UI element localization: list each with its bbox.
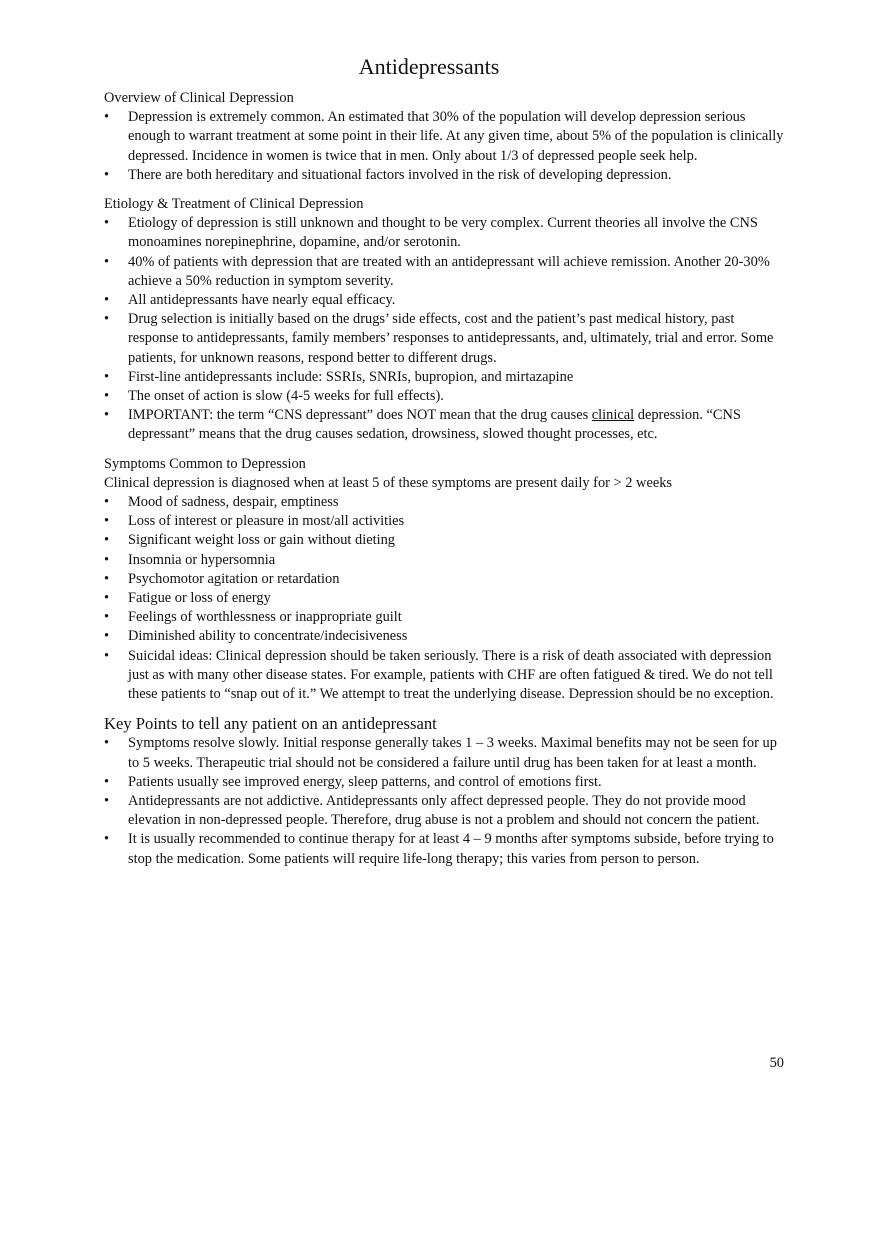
list-item: • All antidepressants have nearly equal efficacy. [104,291,784,310]
list-item: • Feelings of worthlessness or inappropriate guilt [104,608,784,627]
list-item: • Antidepressants are not addictive. Antidepressants only affect depressed people. They do not provide mood elevation in non-depressed people. Therefore, drug abuse is not a problem and should not concern the patient. [104,792,784,830]
list-item: • Insomnia or hypersomnia [104,551,784,570]
section-overview [104,89,784,185]
important-text: IMPORTANT: the term “CNS depressant” does NOT mean that the drug causes [128,407,592,424]
list-item: • Fatigue or loss of energy [104,589,784,608]
important-note [104,406,784,444]
list-item: • Patients usually see improved energy, sleep patterns, and control of emotions first. [104,773,784,792]
list-item: • It is usually recommended to continue therapy for at least 4 – 9 months after symptoms subside, before trying to stop the medication. Some patients will require life-long therapy; this varies from person to person. [104,830,784,868]
section-heading: Symptoms Common to Depression [104,455,306,472]
section-heading: Etiology & Treatment of Clinical Depression [104,196,364,213]
list-item: • The onset of action is slow (4-5 weeks for full effects). [104,387,784,406]
section-key-points [104,714,784,868]
section-heading: Key Points to tell any patient on an antidepressant [104,714,437,734]
list-item: • There are both hereditary and situational factors involved in the risk of developing depression. [104,166,784,185]
list-item: • Loss of interest or pleasure in most/all activities [104,512,784,531]
list-item: • 40% of patients with depression that are treated with an antidepressant will achieve remission. Another 20-30% achieve a 50% reduction in symptom severity. [104,253,784,291]
document-body [104,89,784,879]
list-item: • Diminished ability to concentrate/indecisiveness [104,627,784,646]
section-etiology [104,195,784,445]
bullet-list [104,493,784,704]
section-symptoms [104,455,784,705]
important-text-end: depression. “CNS depressant” means that the drug causes sedation, drowsiness, slowed thought processes, etc. [128,407,741,443]
section-heading: Overview of Clinical Depression [104,90,294,106]
symptoms-intro: Clinical depression is diagnosed when at least 5 of these symptoms are present daily for > 2 weeks [104,474,673,491]
underlined-word: clinical [591,407,635,424]
list-item: • Drug selection is initially based on the drugs’ side effects, cost and the patient’s past medical history, past response to antidepressants, family members’ responses to antidepressants, and, ultimately, trial and error. Some patients, for unknown reasons, respond better to different drugs. [104,310,784,368]
list-item: • First-line antidepressants include: SSRIs, SNRIs, bupropion, and mirtazapine [104,368,784,387]
page-title: Antidepressants [358,54,500,79]
bullet-list [104,734,784,868]
list-item: • Significant weight loss or gain without dieting [104,531,784,550]
list-item: • Psychomotor agitation or retardation [104,570,784,589]
bullet-list [104,214,784,444]
list-item: • Etiology of depression is still unknown and thought to be very complex. Current theories all involve the CNS monoamines norepinephrine, dopamine, and/or serotonin. [104,214,784,252]
page-number: 50 [769,1055,784,1071]
list-item: • Suicidal ideas: Clinical depression should be taken seriously. There is a risk of death associated with depression just as with many other disease states. For example, patients with CHF are often fatigued & tired. We do not tell these patients to “snap out of it.” We attempt to treat the underlying disease. Depression should be no exception. [104,647,784,705]
bullet-list [104,108,784,185]
list-item: • Mood of sadness, despair, emptiness [104,493,784,512]
list-item: • Depression is extremely common. An estimated that 30% of the population will develop depression serious enough to warrant treatment at some point in their life. At any given time, about 5% of the population is clinically depressed. Incidence in women is twice that in men. Only about 1/3 of depressed people seek help. [104,108,784,166]
list-item: • Symptoms resolve slowly. Initial response generally takes 1 – 3 weeks. Maximal benefits may not be seen for up to 5 weeks. Therapeutic trial should not be considered a failure until drug has been taken for at least a month. [104,734,784,772]
